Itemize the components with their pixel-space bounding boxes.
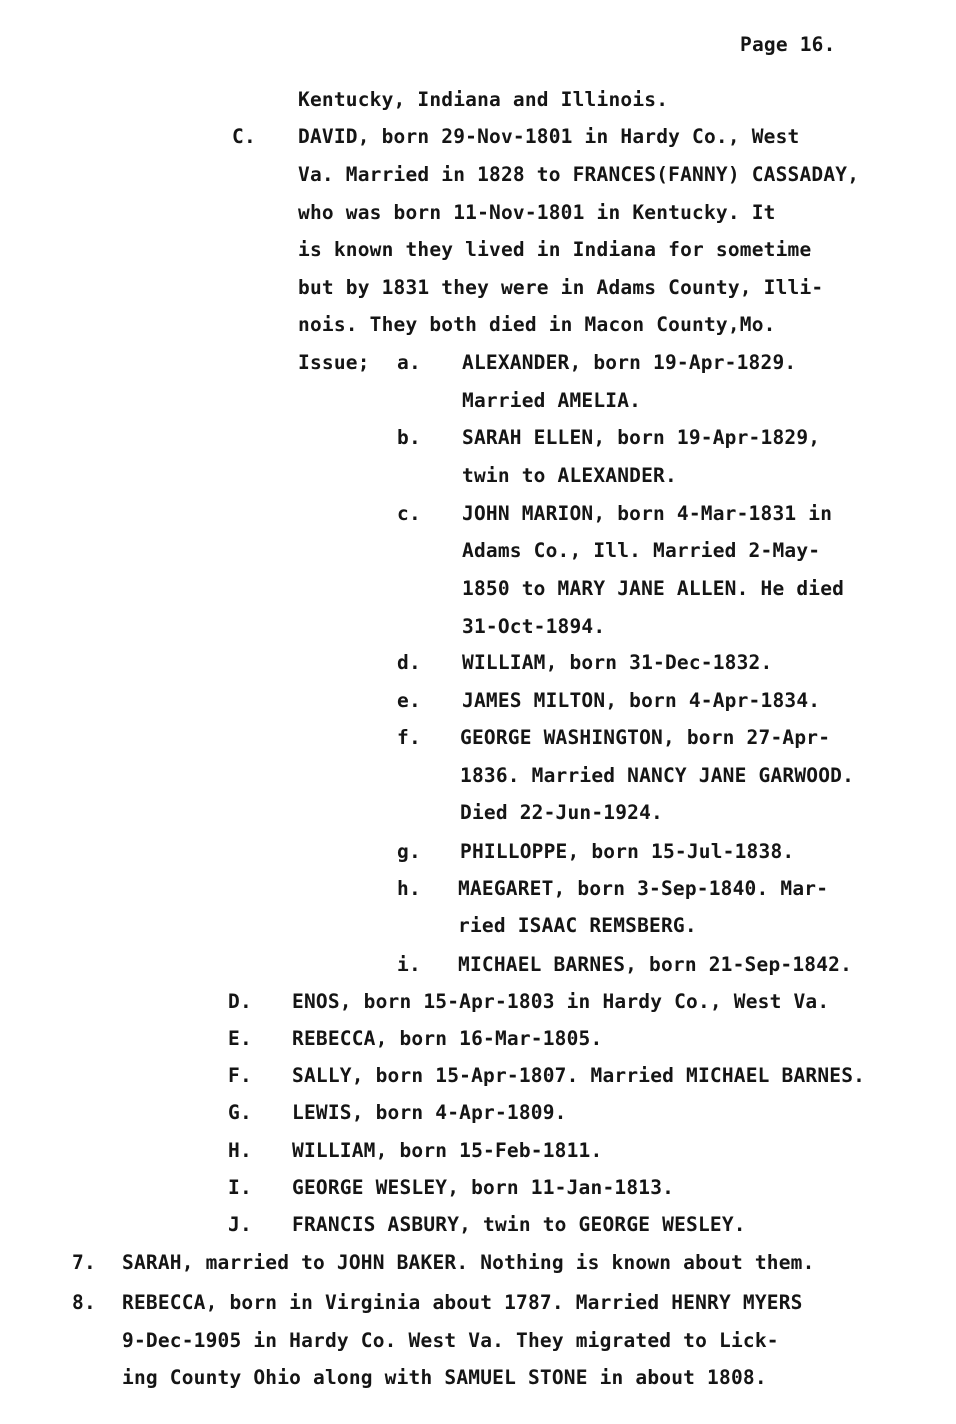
child-line: ALEXANDER, born 19-Apr-1829.: [462, 351, 797, 374]
entry-c-line: DAVID, born 29-Nov-1801 in Hardy Co., West: [298, 125, 800, 148]
item-line: SARAH, married to JOHN BAKER. Nothing is known about them.: [122, 1251, 815, 1274]
child-line: Died 22-Jun-1924.: [460, 801, 663, 824]
child-label: i.: [397, 953, 421, 976]
entry-label: J.: [228, 1213, 252, 1236]
child-line: JOHN MARION, born 4-Mar-1831 in: [462, 502, 833, 525]
entry-c-line: who was born 11-Nov-1801 in Kentucky. It: [298, 201, 776, 224]
child-label: b.: [397, 426, 421, 449]
entry-text: ENOS, born 15-Apr-1803 in Hardy Co., West Va.: [292, 990, 830, 1013]
child-label: c.: [397, 502, 421, 525]
entry-c-line: Va. Married in 1828 to FRANCES(FANNY) CASSADAY,: [298, 163, 860, 186]
child-label: g.: [397, 840, 421, 863]
entry-label: C.: [232, 125, 256, 148]
child-line: MICHAEL BARNES, born 21-Sep-1842.: [458, 953, 853, 976]
item-label: 7.: [72, 1251, 96, 1274]
child-line: Married AMELIA.: [462, 389, 642, 412]
child-line: twin to ALEXANDER.: [462, 464, 677, 487]
entry-text: LEWIS, born 4-Apr-1809.: [292, 1101, 567, 1124]
child-line: 1836. Married NANCY JANE GARWOOD.: [460, 764, 855, 787]
page-number: Page 16.: [740, 33, 836, 56]
child-line: GEORGE WASHINGTON, born 27-Apr-: [460, 726, 831, 749]
item-line: 9-Dec-1905 in Hardy Co. West Va. They migrated to Lick-: [122, 1329, 779, 1352]
entry-text: GEORGE WESLEY, born 11-Jan-1813.: [292, 1176, 675, 1199]
child-line: MAEGARET, born 3-Sep-1840. Mar-: [458, 877, 829, 900]
child-line: 31-Oct-1894.: [462, 615, 606, 638]
child-label: e.: [397, 689, 421, 712]
child-line: PHILLOPPE, born 15-Jul-1838.: [460, 840, 795, 863]
item-label: 8.: [72, 1291, 96, 1314]
entry-label: I.: [228, 1176, 252, 1199]
child-line: 1850 to MARY JANE ALLEN. He died: [462, 577, 845, 600]
entry-c-line: is known they lived in Indiana for sometime: [298, 238, 812, 261]
entry-text: FRANCIS ASBURY, twin to GEORGE WESLEY.: [292, 1213, 746, 1236]
item-line: ing County Ohio along with SAMUEL STONE in about 1808.: [122, 1366, 767, 1389]
child-label: d.: [397, 651, 421, 674]
issue-label: Issue;: [298, 351, 370, 374]
entry-label: E.: [228, 1027, 252, 1050]
entry-label: D.: [228, 990, 252, 1013]
child-line: WILLIAM, born 31-Dec-1832.: [462, 651, 773, 674]
entry-label: G.: [228, 1101, 252, 1124]
child-label: f.: [397, 726, 421, 749]
child-label: h.: [397, 877, 421, 900]
continuation-line: Kentucky, Indiana and Illinois.: [298, 88, 669, 111]
entry-text: REBECCA, born 16-Mar-1805.: [292, 1027, 603, 1050]
child-label: a.: [397, 351, 421, 374]
child-line: JAMES MILTON, born 4-Apr-1834.: [462, 689, 821, 712]
entry-label: F.: [228, 1064, 252, 1087]
entry-label: H.: [228, 1139, 252, 1162]
child-line: SARAH ELLEN, born 19-Apr-1829,: [462, 426, 821, 449]
entry-c-line: but by 1831 they were in Adams County, Illi-: [298, 276, 824, 299]
item-line: REBECCA, born in Virginia about 1787. Married HENRY MYERS: [122, 1291, 803, 1314]
entry-text: WILLIAM, born 15-Feb-1811.: [292, 1139, 603, 1162]
child-line: ried ISAAC REMSBERG.: [458, 914, 697, 937]
child-line: Adams Co., Ill. Married 2-May-: [462, 539, 821, 562]
entry-c-line: nois. They both died in Macon County,Mo.: [298, 313, 776, 336]
entry-text: SALLY, born 15-Apr-1807. Married MICHAEL BARNES.: [292, 1064, 866, 1087]
